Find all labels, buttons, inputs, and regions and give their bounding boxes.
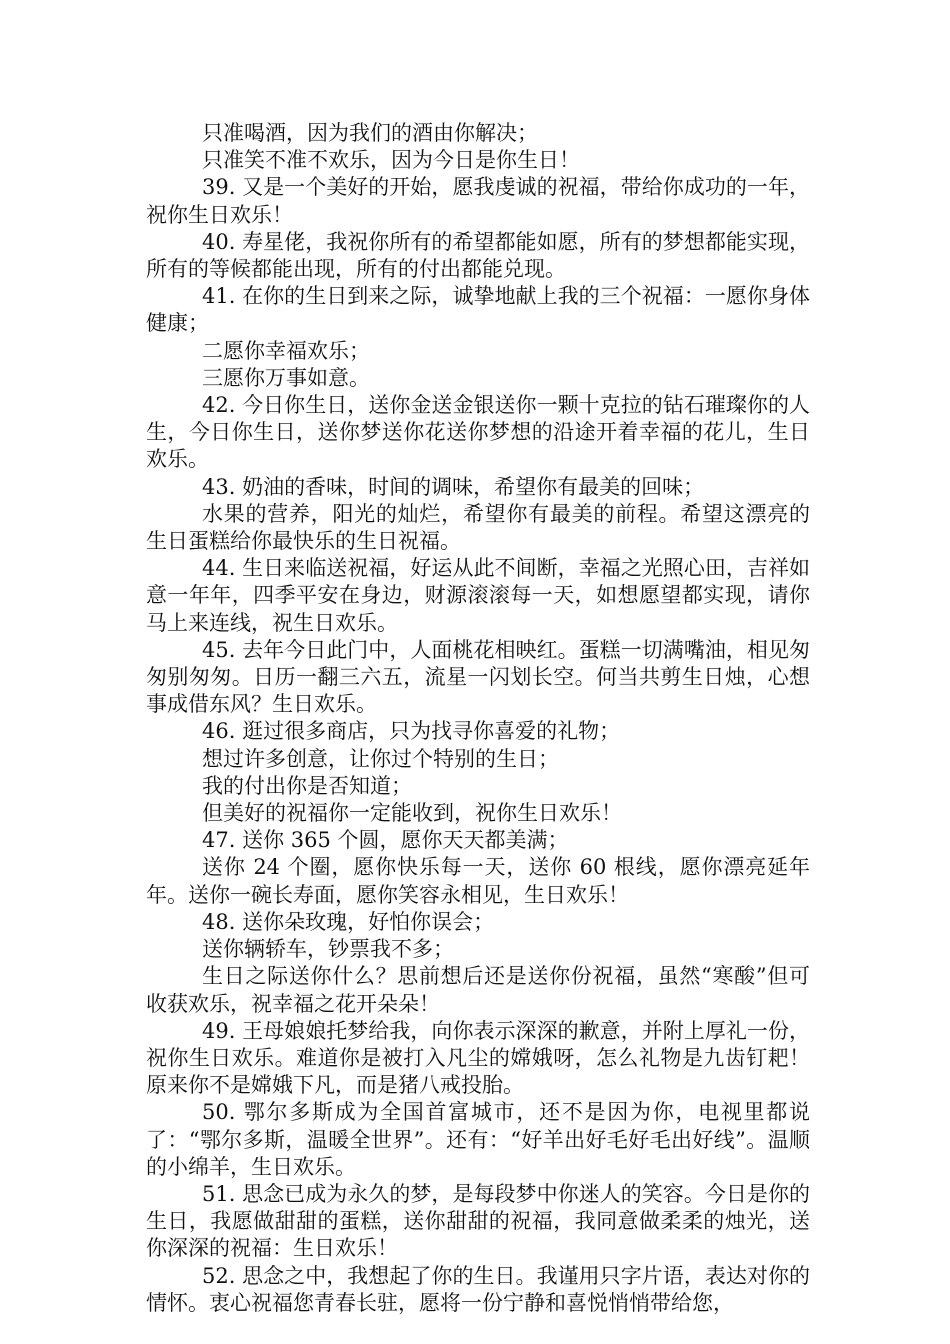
paragraph: 47. 送你 365 个圆，愿你天天都美满； [202,828,569,853]
paragraph: 49. 王母娘娘托梦给我，向你表示深深的歉意，并附上厚礼一份，祝你生日欢乐。难道你是被打入凡尘的嫦娥呀，怎么礼物是九齿钉耙！原来你不是嫦娥下凡，而是猪八戒投胎。 [146,1018,810,1098]
paragraph: 40. 寿星佬，我祝你所有的希望都能如愿，所有的梦想都能实现，所有的等候都能出现，所有的付出都能兑现。 [146,229,810,282]
paragraph: 三愿你万事如意。 [202,365,370,390]
paragraph: 送你辆轿车，钞票我不多； [202,937,454,962]
paragraph: 只准喝酒，因为我们的酒由你解决； [202,121,538,145]
paragraph: 送你 24 个圈，愿你快乐每一天，送你 60 根线，愿你漂亮延年年。送你一碗长寿面，愿你笑容永相见，生日欢乐！ [146,855,810,907]
paragraph: 43. 奶油的香味，时间的调味，希望你有最美的回味； [202,474,705,499]
paragraph: 45. 去年今日此门中，人面桃花相映红。蛋糕一切满嘴油，相见匆匆别匆匆。日历一翻三六五，流星一闪划长空。何当共剪生日烛，心想事成借东风？生日欢乐。 [146,637,810,717]
paragraph: 生日之际送你什么？思前想后还是送你份祝福，虽然“寒酸”但可收获欢乐，祝幸福之花开朵朵！ [146,964,810,1016]
paragraph: 水果的营养，阳光的灿烂，希望你有最美的前程。希望这漂亮的生日蛋糕给你最快乐的生日祝福。 [146,501,810,554]
paragraph: 44. 生日来临送祝福，好运从此不间断，幸福之光照心田，吉祥如意一年年，四季平安在身边，财源滚滚每一天，如想愿望都实现，请你马上来连线，祝生日欢乐。 [146,556,810,635]
paragraph: 但美好的祝福你一定能收到，祝你生日欢乐！ [202,801,622,826]
paragraph: 想过许多创意，让你过个特别的生日； [202,746,559,771]
paragraph: 48. 送你朵玫瑰，好怕你误会； [202,909,495,934]
paragraph: 只准笑不准不欢乐，因为今日是你生日！ [202,148,580,173]
paragraph: 我的付出你是否知道； [202,773,412,798]
paragraph: 46. 逛过很多商店，只为找寻你喜爱的礼物； [202,719,621,744]
paragraph: 二愿你幸福欢乐； [202,338,370,363]
paragraph: 39. 又是一个美好的开始，愿我虔诚的祝福，带给你成功的一年，祝你生日欢乐！ [146,175,810,227]
paragraph: 50. 鄂尔多斯成为全国首富城市，还不是因为你，电视里都说了：“鄂尔多斯，温暖全世界”。还有：“好羊出好毛好毛出好线”。温顺的小绵羊，生日欢乐。 [146,1100,810,1179]
document-body [146,120,810,1317]
paragraph: 52. 思念之中，我想起了你的生日。我谨用只字片语，表达对你的情怀。衷心祝福您青春长驻，愿将一份宁静和喜悦悄悄带给您， [146,1263,810,1315]
paragraph: 41. 在你的生日到来之际，诚挚地献上我的三个祝福：一愿你身体健康； [146,284,810,336]
paragraph: 42. 今日你生日，送你金送金银送你一颗十克拉的钻石璀璨你的人生，今日你生日，送你梦送你花送你梦想的沿途开着幸福的花儿，生日欢乐。 [146,393,810,472]
paragraph: 51. 思念已成为永久的梦，是每段梦中你迷人的笑容。今日是你的生日，我愿做甜甜的蛋糕，送你甜甜的祝福，我同意做柔柔的烛光，送你深深的祝福：生日欢乐！ [146,1181,810,1261]
